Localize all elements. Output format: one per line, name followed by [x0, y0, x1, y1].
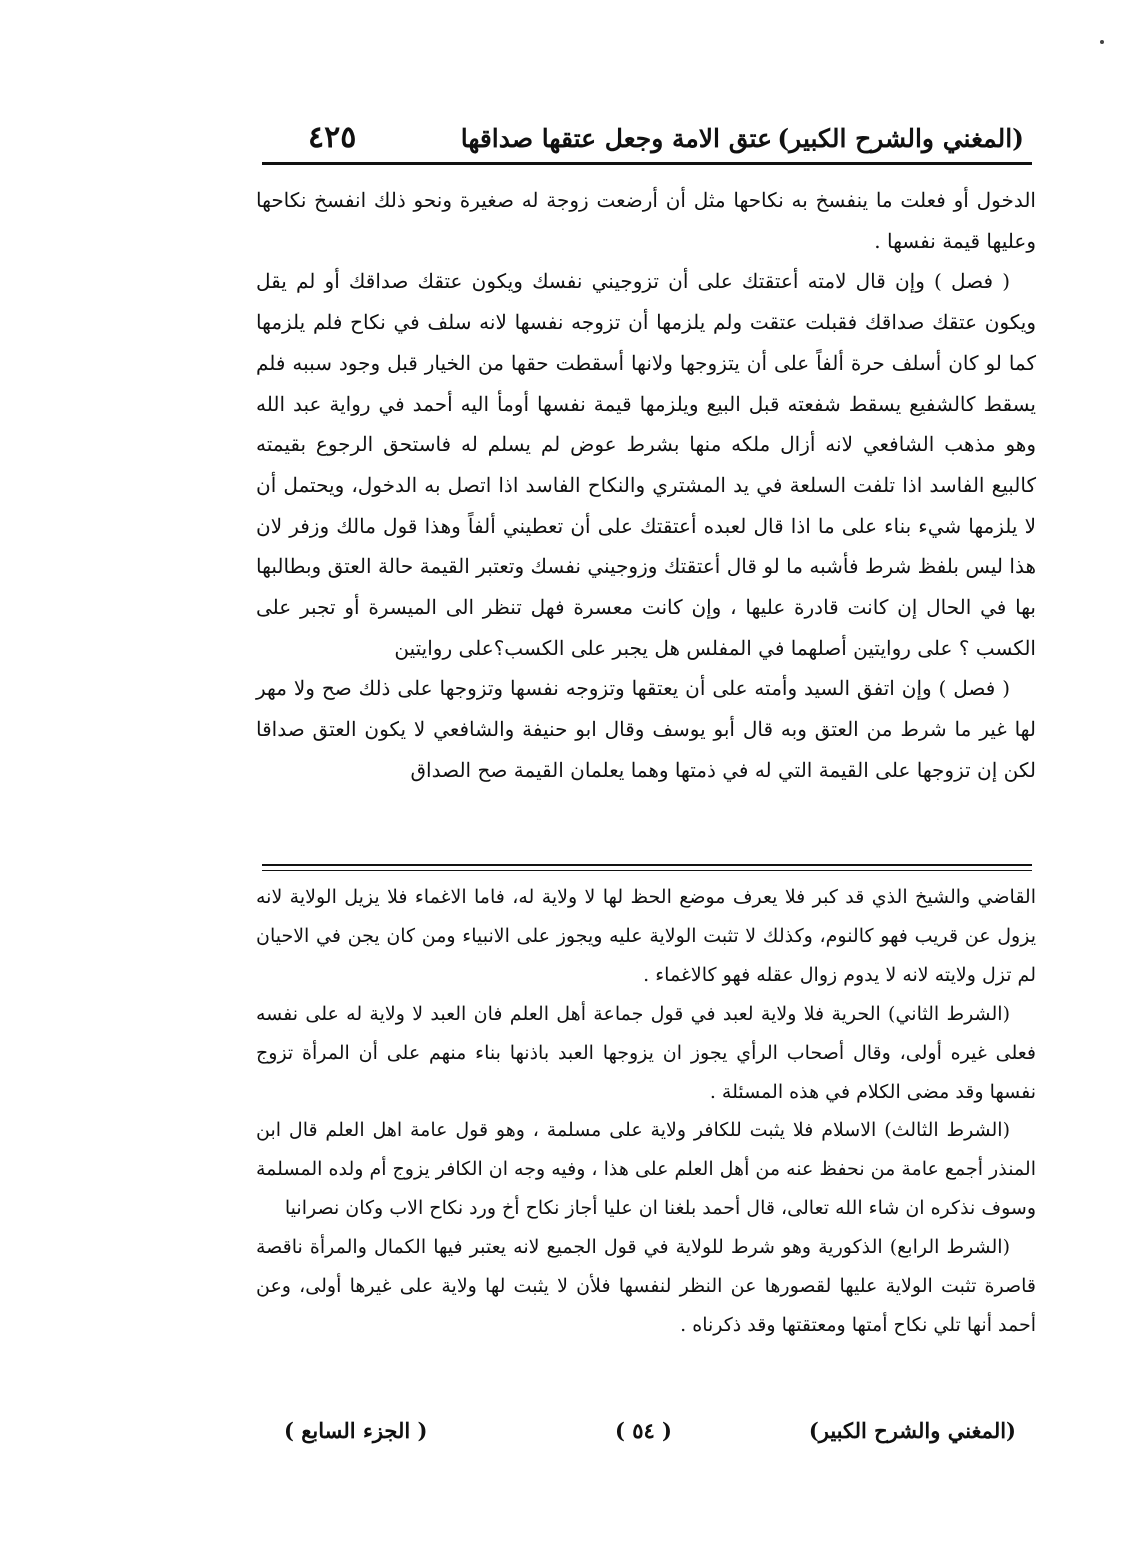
- header-book-title: (المغني والشرح الكبير): [777, 124, 1024, 153]
- separator-rule-thin: [262, 870, 1032, 871]
- separator-rule: [262, 864, 1032, 866]
- commentary-paragraph: القاضي والشيخ الذي قد كبر فلا يعرف موضع الحظ لها لا ولاية له، فاما الاغماء فلا يزيل الولاية لانه يزول عن قريب فهو كالنوم، وكذلك لا تثبت الولاية عليه ويجوز على الانبياء ومن كان يجن في الاحيان لم تزل ولايته لانه لا يدوم زوال عقله فهو كالاغماء .: [256, 886, 1036, 986]
- header-page-number: ٤٢٥: [308, 120, 357, 155]
- footer-page-number: ( ٥٤ ): [614, 1418, 672, 1443]
- margin-dot: [1100, 40, 1104, 44]
- header-chapter-title: عتق الامة وجعل عتقها صداقها: [460, 124, 772, 153]
- commentary-text: [256, 878, 1036, 1345]
- main-text: [256, 180, 1036, 791]
- header-rule: [262, 162, 1032, 165]
- commentary-paragraph: (الشرط الرابع) الذكورية وهو شرط للولاية في قول الجميع لانه يعتبر فيها الكمال والمرأة ناقصة قاصرة تثبت الولاية عليها لقصورها عن النظر لنفسها فلأن لا يثبت لها ولاية على غيرها أولى، وعن أحمد أنها تلي نكاح أمتها ومعتقتها وقد ذكرناه .: [256, 1236, 1036, 1336]
- commentary-paragraph: (الشرط الثالث) الاسلام فلا يثبت للكافر ولاية على مسلمة ، وهو قول عامة اهل العلم قال ابن المنذر أجمع عامة من نحفظ عنه من أهل العلم على هذا ، وفيه وجه ان الكافر يزوج أم ولده المسلمة وسوف نذكره ان شاء الله تعالى، قال أحمد بلغنا ان عليا أجاز نكاح أخ ورد نكاح الاب وكان نصرانيا: [256, 1119, 1036, 1220]
- main-paragraph: ( فصل ) وإن اتفق السيد وأمته على أن يعتقها وتزوجه نفسها وتزوجها على ذلك صح ولا مهر لها غير ما شرط من العتق وبه قال أبو يوسف وقال ابو حنيفة والشافعي لا يكون العتق صداقا لكن إن تزوجها على القيمة التي له في ذمتها وهما يعلمان القيمة صح الصداق: [256, 676, 1036, 782]
- footer-book-title: (المغني والشرح الكبير): [808, 1418, 1016, 1443]
- main-paragraph: الدخول أو فعلت ما ينفسخ به نكاحها مثل أن أرضعت زوجة له صغيرة ونحو ذلك انفسخ نكاحها وعليها قيمة نفسها .: [256, 188, 1036, 253]
- running-header: [262, 120, 1032, 160]
- commentary-paragraph: (الشرط الثاني) الحرية فلا ولاية لعبد في قول جماعة أهل العلم فان العبد لا ولاية له على نفسه فعلى غيره أولى، وقال أصحاب الرأي يجوز ان يزوجها العبد باذنها بناء منهم على أن المرأة تزوج نفسها وقد مضى الكلام في هذه المسئلة .: [256, 1002, 1036, 1103]
- footer-volume: ( الجزء السابع ): [284, 1418, 428, 1443]
- main-paragraph: ( فصل ) وإن قال لامته أعتقتك على أن تزوجيني نفسك ويكون عتقك صداقك أو لم يقل ويكون عتقك صداقك فقبلت عتقت ولم يلزمها أن تزوجه نفسها لانه سلف في نكاح فلم يلزمها كما لو كان أسلف حرة ألفاً على أن يتزوجها ولانها أسقطت حقها من الخيار قبل وجود سببه فلم يسقط كالشفيع يسقط شفعته قبل البيع ويلزمها قيمة نفسها أومأ اليه أحمد في رواية عبد الله وهو مذهب الشافعي لانه أزال ملكه منها بشرط عوض لم يسلم له فاستحق الرجوع بقيمته كالبيع الفاسد اذا تلفت السلعة في يد المشتري والنكاح الفاسد اذا اتصل به الدخول، ويحتمل أن لا يلزمها شيء بناء على ما اذا قال لعبده أعتقتك على أن تعطيني ألفاً وهذا قول مالك وزفر لان هذا ليس بلفظ شرط فأشبه ما لو قال أعتقتك وزوجيني نفسك وتعتبر القيمة حالة العتق وبطالبها بها في الحال إن كانت قادرة عليها ، وإن كانت معسرة فهل تنظر الى الميسرة أو تجبر على الكسب ؟ على روايتين أصلهما في المفلس هل يجبر على الكسب؟على روايتين: [256, 269, 1036, 660]
- page-footer: [262, 1418, 1032, 1452]
